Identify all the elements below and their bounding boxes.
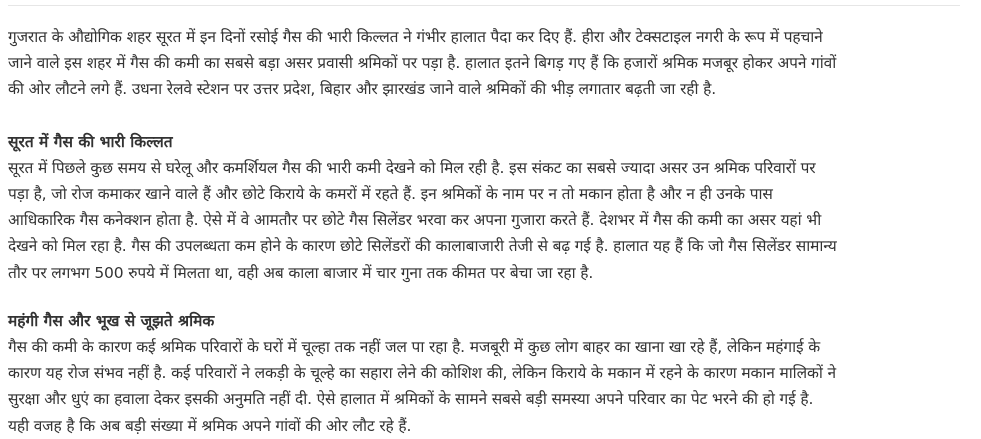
text-line: सुरक्षा और धुएं का हवाला देकर इसकी अनुमति नहीं दी. ऐसे हालात में श्रमिकों के सामने सबसे बड़ी समस्या अपने परिवार का पेट भरने की हो गई है. bbox=[8, 390, 814, 409]
article-body bbox=[8, 24, 963, 439]
text-line: सूरत में पिछले कुछ समय से घरेलू और कमर्शियल गैस की भारी कमी देखने को मिल रही है. इस संकट का सबसे ज्यादा असर उन श्रमिक परिवारों पर bbox=[8, 158, 816, 177]
text-line: गैस की कमी के कारण कई श्रमिक परिवारों के घरों में चूल्हा तक नहीं जल पा रहा है. मजबूरी में कुछ लोग बाहर का खाना खा रहे हैं, लेकिन महंगाई के bbox=[8, 338, 820, 357]
section-heading-gas-shortage: सूरत में गैस की भारी किल्लत bbox=[8, 132, 173, 151]
text-line: जाने वाले इस शहर में गैस की कमी का सबसे बड़ा असर प्रवासी श्रमिकों पर पड़ा है. हालात इतने बिगड़ गए हैं कि हजारों श्रमिक मजबूर होकर अपने गांवों bbox=[8, 54, 837, 73]
section-paragraph-hunger bbox=[8, 334, 963, 439]
text-line: तौर पर लगभग 500 रुपये में मिलता था, वही अब काला बाजार में चार गुना तक कीमत पर बेचा जा रहा है. bbox=[8, 263, 594, 282]
text-line: पड़ा है, जो रोज कमाकर खाने वाले हैं और छोटे किराये के कमरों में रहते हैं. इन श्रमिकों के नाम पर न तो मकान होता है और न ही उनके पास bbox=[8, 185, 773, 204]
text-line: कारण यह रोज संभव नहीं है. कई परिवारों ने लकड़ी के चूल्हे का सहारा लेने की कोशिश की, लेकिन किराये के मकान में रहने के कारण मकान मालिकों ने bbox=[8, 364, 836, 383]
section-paragraph-gas-shortage bbox=[8, 155, 963, 286]
text-line: आधिकारिक गैस कनेक्शन होता है. ऐसे में वे आमतौर पर छोटे गैस सिलेंडर भरवा कर अपना गुजारा करते हैं. देशभर में गैस की कमी का असर यहां भी bbox=[8, 211, 822, 230]
intro-paragraph bbox=[8, 24, 963, 103]
text-line: देखने को मिल रहा है. गैस की उपलब्धता कम होने के कारण छोटे सिलेंडरों की कालाबाजारी तेजी से बढ़ गई है. हालात यह हैं कि जो गैस सिलेंडर सामान्य bbox=[8, 237, 837, 256]
section-heading-hunger: महंगी गैस और भूख से जूझते श्रमिक bbox=[8, 311, 215, 330]
top-divider bbox=[8, 5, 960, 6]
text-line: की ओर लौटने लगे हैं. उधना रेलवे स्टेशन पर उत्तर प्रदेश, बिहार और झारखंड जाने वाले श्रमिकों की भीड़ लगातार बढ़ती जा रही है. bbox=[8, 80, 716, 99]
text-line: गुजरात के औद्योगिक शहर सूरत में इन दिनों रसोई गैस की भारी किल्लत ने गंभीर हालात पैदा कर दिए हैं. हीरा और टेक्सटाइल नगरी के रूप में पहचाने bbox=[8, 28, 823, 46]
text-line: यही वजह है कि अब बड़ी संख्या में श्रमिक अपने गांवों की ओर लौट रहे हैं. bbox=[8, 416, 412, 435]
